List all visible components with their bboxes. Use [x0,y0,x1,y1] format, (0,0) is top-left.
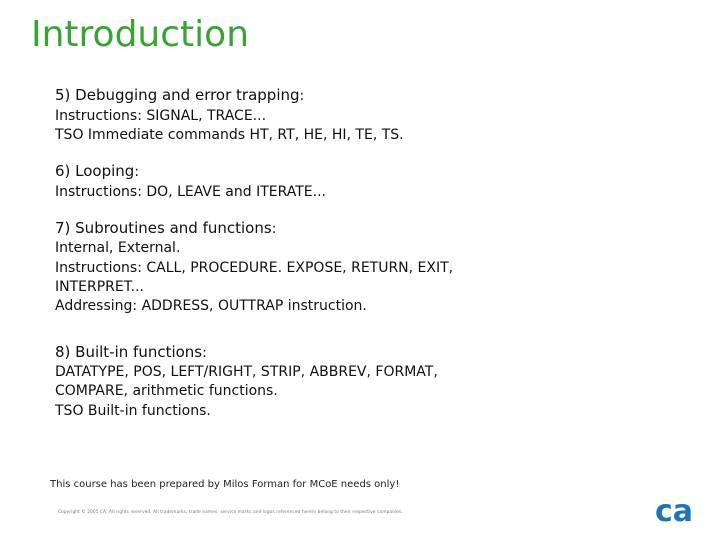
section-heading [55,86,675,107]
section-heading [55,219,675,240]
slide-title: Introduction [31,14,250,55]
section-debugging [55,86,675,145]
copyright-notice: Copyright © 2005 CA. All rights reserved. All trademarks, trade names, service marks and logos referenced herein belong to their respective companies. [58,510,403,515]
section-heading-text: 6) Looping [55,162,135,181]
ca-logo-icon [654,495,694,525]
section-heading-text: 8) Built-in functions [55,342,203,361]
section-line: Instructions: SIGNAL, TRACE... [55,107,267,124]
section-heading-text: 5) Debugging and error trapping [55,86,300,104]
section-line: Instructions: CALL, PROCEDURE. EXPOSE, RETURN, EXIT, [55,259,454,276]
section-builtin-functions [55,343,675,421]
section-line: Instructions: DO, LEAVE and ITERATE... [55,183,327,200]
section-heading-colon: : [202,344,207,361]
section-heading-text: 7) Subroutines and functions [55,218,272,237]
ca-logo-svg [654,495,694,525]
section-line: TSO Immediate commands HT, RT, HE, HI, TE, TS. [55,126,404,143]
section-line: COMPARE, arithmetic functions. [55,383,278,400]
ca-logo-text: ca [654,495,694,525]
section-heading [55,343,675,364]
section-line: DATATYPE, POS, LEFT/RIGHT, STRIP, ABBREV, FORMAT, [55,364,438,381]
section-heading-colon: : [134,164,140,181]
section-heading [55,162,675,183]
footer-note: This course has been prepared by Milos Forman for MCoE needs only! [50,479,400,490]
section-looping [55,162,675,202]
section-heading-colon: : [271,220,277,237]
section-line: INTERPRET... [55,278,144,295]
section-line: Internal, External. [55,240,181,257]
section-line: Addressing: ADDRESS, OUTTRAP instruction. [55,298,367,315]
slide-content [55,86,675,438]
section-line: TSO Built-in functions. [55,402,211,419]
section-subroutines [55,219,675,317]
section-heading-colon: : [299,88,305,104]
